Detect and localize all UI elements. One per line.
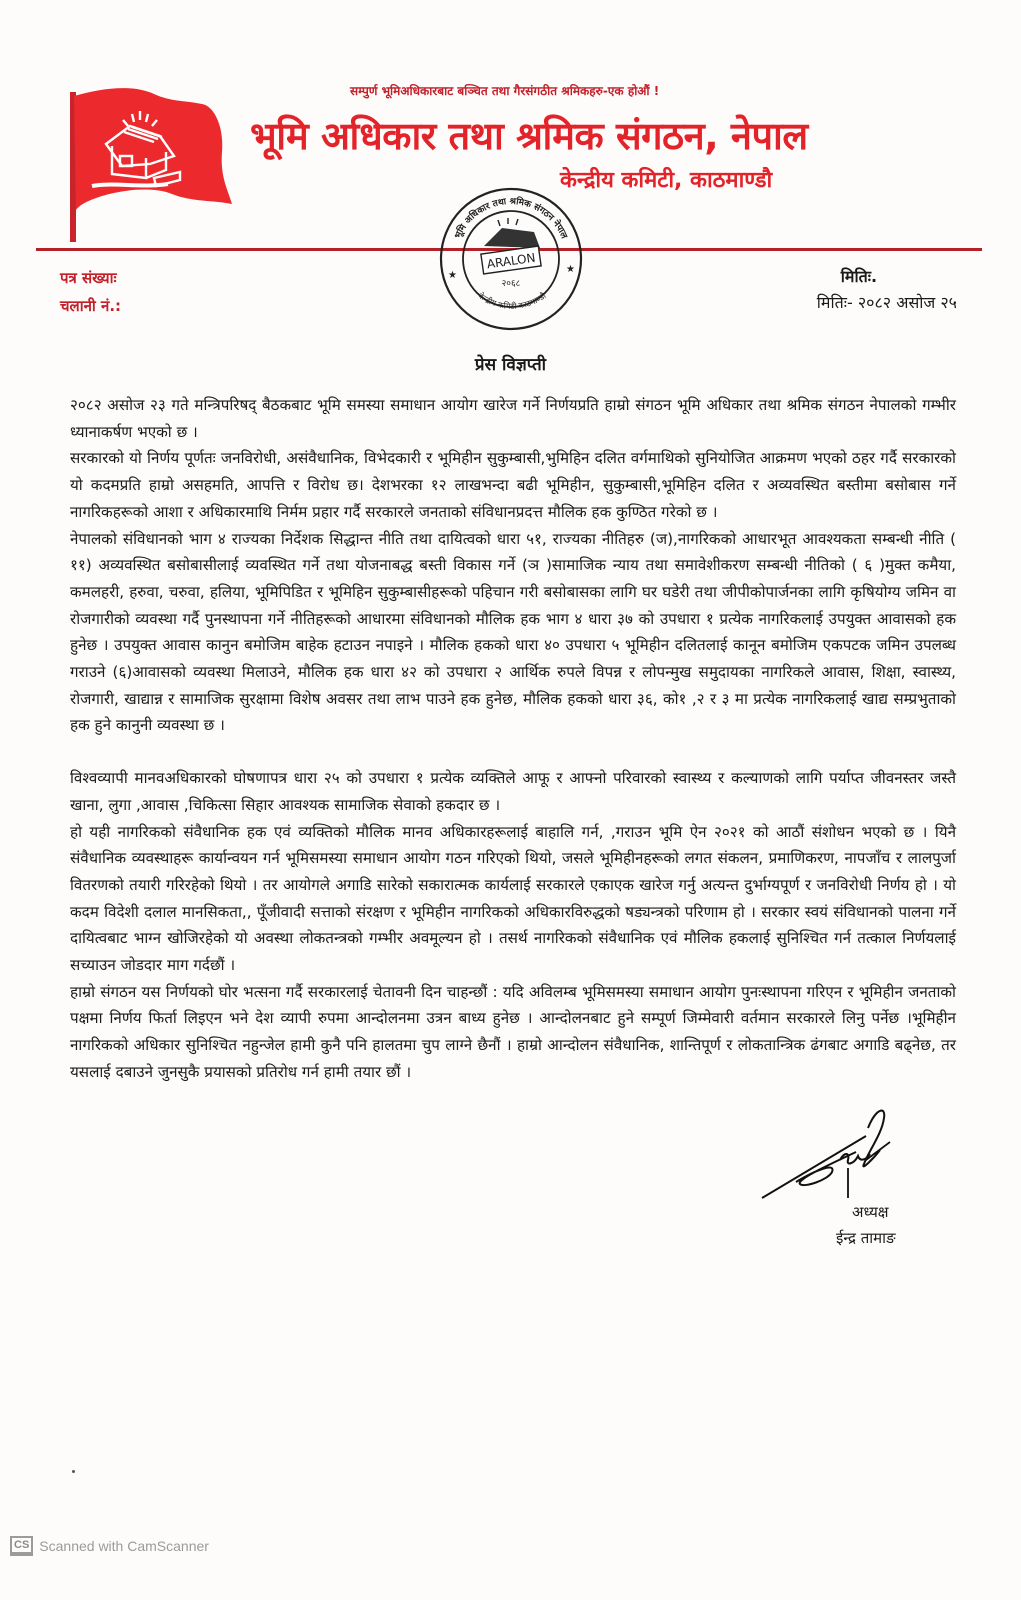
seal-ring-bottom: केन्द्रीय कमिटी काठमाण्डौ (476, 291, 548, 311)
official-seal (436, 174, 586, 334)
document-title: प्रेस विज्ञप्ती (474, 355, 547, 375)
dispatch-number-label: चलानी नं.: (60, 297, 122, 315)
seal-acronym: ARALON (485, 250, 537, 272)
scanner-watermark (10, 1536, 209, 1556)
header-slogan: सम्पुर्ण भूमिअधिकारबाट बञ्चित तथा गैरसंगठीत श्रमिकहरु-एक होऔं ! (350, 84, 660, 98)
paragraph: २०८२ असोज २३ गते मन्त्रिपरिषद् बैठकबाट भूमि समस्या समाधान आयोग खारेज गर्ने निर्णयप्रति हाम्रो संगठन भूमि अधिकार तथा श्रमिक संगठन नेपालको गम्भीर ध्यानाकर्षण भएको छ । (70, 396, 956, 441)
date-value: मितिः- २०८२ असोज २५ (816, 293, 957, 312)
date-label: मितिः. (840, 267, 878, 286)
seal-ring-top: भूमि अधिकार तथा श्रमिक संगठन नेपाल (453, 196, 569, 241)
paragraph: सरकारको यो निर्णय पूर्णतः जनविरोधी, असंवैधानिक, विभेदकारी र भूमिहीन सुकुम्बासी,भुमिहिन दलित वर्गमाथिको सुनियोजित आक्रमण भएको ठहर गर्दै सरकारको यो कदमप्रति हाम्रो असहमति, आपत्ति र विरोध छ। देशभरका १२ लाखभन्दा बढी भूमिहीन, सुकुम्बासी,भूमिहिन दलित र अव्यवस्थित बस्तीमा बसोबास गर्ने नागरिकहरूको आशा र अधिकारमाथि निर्मम प्रहार गर्दै सरकारले जनताको संविधानप्रदत्त मौलिक हक कुण्ठित गरेको छ । (70, 449, 956, 521)
organization-flag-logo (62, 82, 238, 250)
signatory-designation: अध्यक्ष (852, 1202, 889, 1221)
paragraph: नेपालको संविधानको भाग ४ राज्यका निर्देशक सिद्धान्त नीति तथा दायित्वको धारा ५१, राज्यका नीतिहरु (ज),नागरिकको आधारभूत आवश्यकता सम्बन्धी नीति ( ११) अव्यवस्थित बसोबासीलाई व्यवस्थित गर्ने तथा योजनाबद्ध बस्ती विकास गर्ने (ञ )सामाजिक न्याय तथा समावेशीकरण सम्बन्धी नीतिको ( ६ )मुक्त कमैया, कमलहरी, हरुवा, चरुवा, हलिया, भूमिपिडित र भूमिहिन सुकुम्बासीहरूको पहिचान गरी बसोबासका लागि घर घडेरी तथा जीपीकोपार्जनका लागि कृषियोग्य जमिन वा रोजगारीको व्यवस्था गर्दै पुनस्थापना गर्ने नीतिहरूको आधारमा संविधानको मौलिक हक भाग ४ धारा ३७ को उपधारा १ प्रत्येक नागरिकलाई उपयुक्त आवासको हक हुनेछ । उपयुक्त आवास कानुन बमोजिम बाहेक हटाउन नपाइने । मौलिक हकको धारा ४० उपधारा ५ भूमिहीन दलितलाई कानून बमोजिम एकपटक जमिन उपलब्ध गराउने (६)आवासको व्यवस्था मिलाउने, मौलिक हक धारा ४२ को उपधारा २ आर्थिक रुपले विपन्न र लोपन्मुख समुदायका नागरिकले आवास, शिक्षा, स्वास्थ्य, रोजगारी, खाद्यान्न र सामाजिक सुरक्षामा विशेष अवसर तथा लाभ पाउने हक हुनेछ, मौलिक हकको धारा ३६, को१ ,२ र ३ मा प्रत्येक नागरिकलाई खाद्य सम्प्रभुताको हक हुने कानुनी व्यवस्था छ । (70, 529, 956, 735)
organization-name: भूमि अधिकार तथा श्रमिक संगठन, नेपाल (250, 114, 808, 158)
letter-reference-block (60, 264, 121, 320)
seal-star-icon: ★ (566, 264, 575, 275)
camscanner-logo-icon: CS (10, 1536, 33, 1556)
scan-speck (72, 1470, 75, 1473)
press-release-body (70, 392, 956, 1086)
seal-year: २०६८ (501, 279, 521, 289)
handwritten-signature (756, 1106, 926, 1216)
paragraph: विश्वव्यापी मानवअधिकारको घोषणापत्र धारा २५ को उपधारा १ प्रत्येक व्यक्तिले आफू र आफ्नो परिवारको स्वास्थ्य र कल्याणको लागि पर्याप्त जीवनस्तर जस्तै खाना, लुगा ,आवास ,चिकित्सा सिहार आवश्यक सामाजिक सेवाको हकदार छ । (70, 769, 956, 814)
seal-star-icon: ★ (448, 270, 457, 281)
paragraph: हाम्रो संगठन यस निर्णयको घोर भत्सना गर्दै सरकारलाई चेतावनी दिन चाहन्छौं : यदि अविलम्ब भूमिसमस्या समाधान आयोग पुनःस्थापना गरिएन र भूमिहीन जनताको पक्षमा निर्णय फिर्ता लिइएन भने देश व्यापी रुपमा आन्दोलनमा उत्रन बाध्य हुनेछ । आन्दोलनबाट हुने सम्पूर्ण जिम्मेवारी वर्तमान सरकारले लिनु पर्नेछ ।भूमिहीन नागरिकको अधिकार सुनिश्चित नहुन्जेल हामी कुनै पनि हालतमा चुप लाग्ने छैनौं । हाम्रो आन्दोलन संवैधानिक, शान्तिपूर्ण र लोकतान्त्रिक ढंगबाट अगाडि बढ्नेछ, तर यसलाई दबाउने जुनसुकै प्रयासको प्रतिरोध गर्न हामी तयार छौं । (70, 982, 956, 1081)
watermark-text: Scanned with CamScanner (39, 1538, 209, 1554)
signatory-name: ईन्द्र तामाङ (836, 1228, 896, 1247)
letter-number-label: पत्र संख्याः (60, 269, 117, 287)
date-block (817, 264, 957, 316)
paragraph: हो यही नागरिकको संवैधानिक हक एवं व्यक्तिको मौलिक मानव अधिकारहरूलाई बाहालि गर्न, ,गराउन भूमि ऐन २०२१ को आठौं संशोधन भएको छ । यिनै संवैधानिक व्यवस्थाहरू कार्यान्वयन गर्न भूमिसमस्या समाधान आयोग गठन गरिएको थियो, जसले भूमिहीनहरूको लगत संकलन, प्रमाणिकरण, नापजाँच र लालपुर्जा वितरणको तयारी गरिरहेको थियो । तर आयोगले अगाडि सारेको सकारात्मक कार्यलाई सरकारले एकाएक खारेज गर्नु अत्यन्त दुर्भाग्यपूर्ण र जनविरोधी निर्णय हो । यो कदम विदेशी दलाल मानसिकता,, पूँजीवादी सत्ताको संरक्षण र भूमिहीन नागरिकको अधिकारविरुद्धको षड्यन्त्रको परिणाम हो । सरकार स्वयं संविधानको पालना गर्ने दायित्वबाट भाग्न खोजिरहेको यो अवस्था लोकतन्त्रको गम्भीर अवमूल्यन हो । तसर्थ नागरिकको संवैधानिक एवं मौलिक हकलाई सुनिश्चित गर्न तत्काल निर्णयलाई सच्याउन जोडदार माग गर्दछौं । (70, 822, 956, 975)
signature-block (0, 1106, 1021, 1256)
letter-meta-row (0, 196, 1021, 348)
letterhead-text (250, 82, 990, 196)
committee-name: केन्द्रीय कमिटी, काठमाण्डौ (560, 168, 773, 193)
